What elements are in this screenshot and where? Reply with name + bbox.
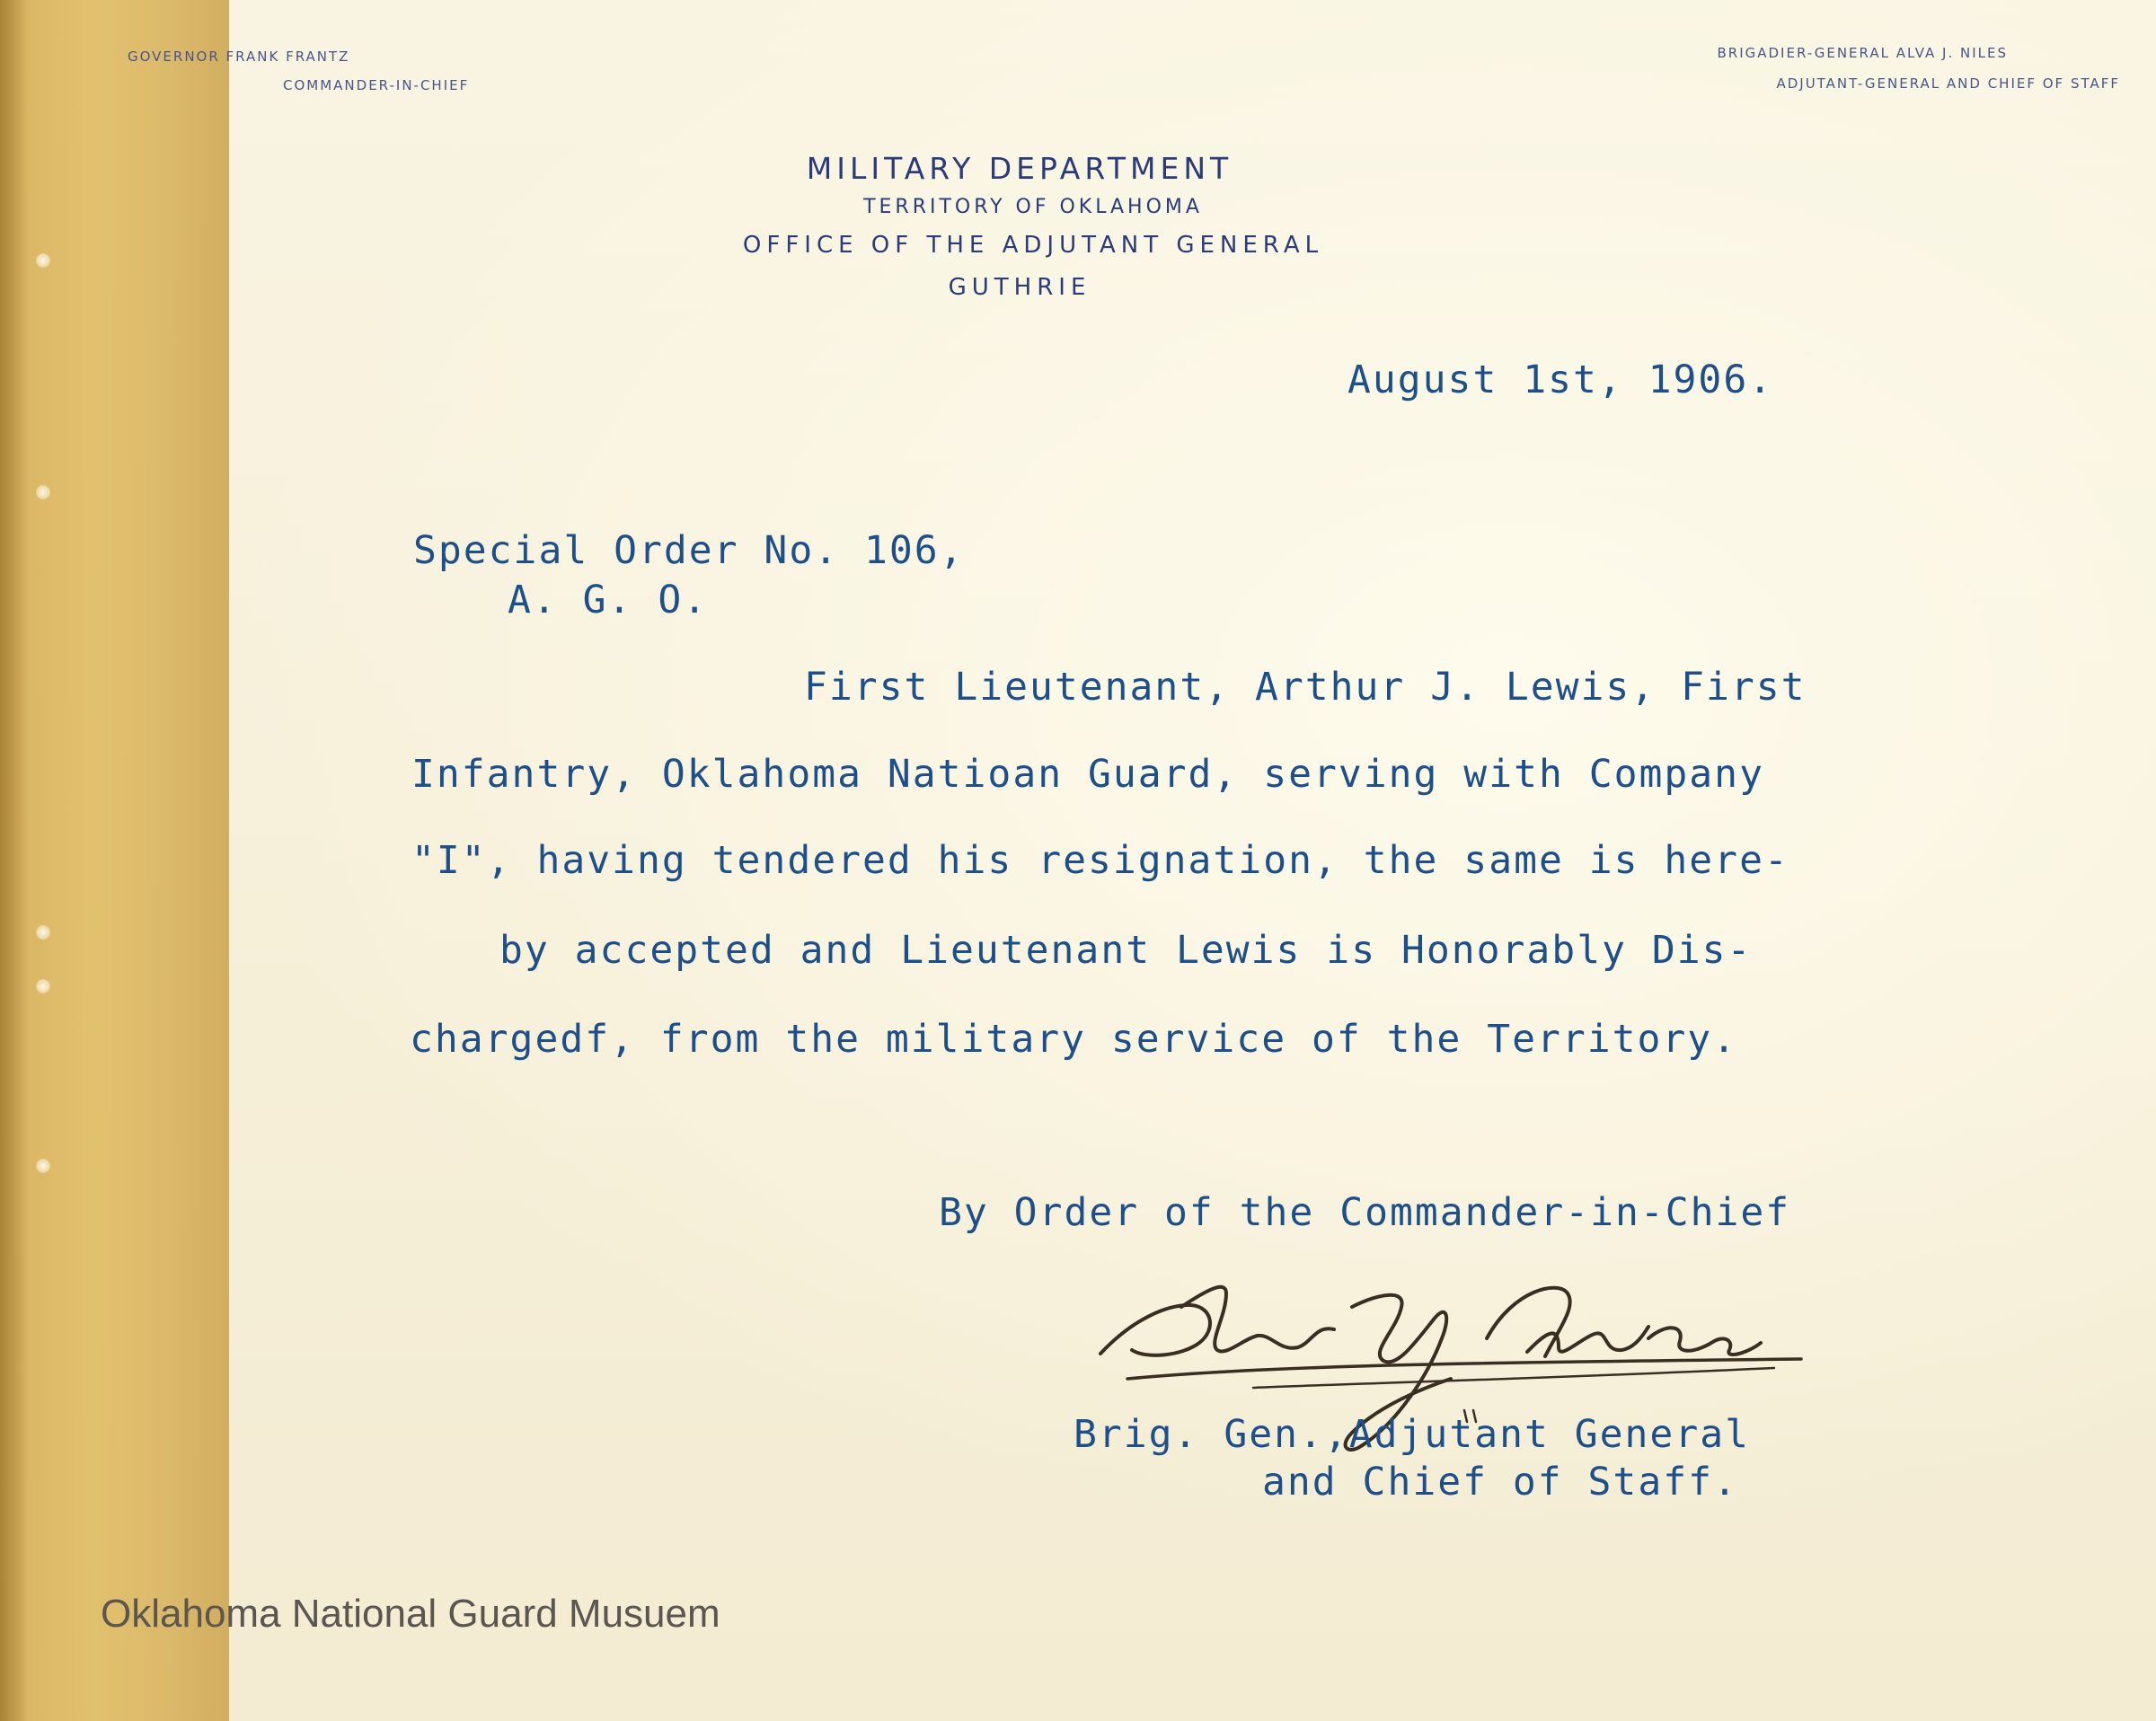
letter-date: August 1st, 1906. <box>1348 357 1774 402</box>
signature-title-line2: and Chief of Staff. <box>1262 1460 1738 1505</box>
binding-hole <box>36 485 50 499</box>
letterhead-brigadier: BRIGADIER-GENERAL ALVA J. NILES <box>1717 45 2008 61</box>
letterhead-city: GUTHRIE <box>948 274 1091 301</box>
body-line: Infantry, Oklahoma Natioan Guard, serving with Company <box>411 752 1764 797</box>
letterhead-governor: GOVERNOR FRANK FRANTZ <box>128 49 350 65</box>
museum-watermark: Oklahoma National Guard Musuem <box>101 1592 720 1636</box>
letterhead-department: MILITARY DEPARTMENT <box>806 151 1233 186</box>
body-line: First Lieutenant, Arthur J. Lewis, First <box>804 665 1807 710</box>
letterhead-territory: TERRITORY OF OKLAHOMA <box>863 196 1203 218</box>
signature-title-line1: Brig. Gen.,Adjutant General <box>1074 1412 1750 1457</box>
closing-line: By Order of the Commander-in-Chief <box>939 1190 1791 1235</box>
order-number: Special Order No. 106, <box>413 528 965 573</box>
binding-hole <box>36 979 50 993</box>
body-line: chargedf, from the military service of the Territory. <box>410 1017 1738 1062</box>
letterhead-commander: COMMANDER-IN-CHIEF <box>283 77 470 93</box>
letterhead-adjutant: ADJUTANT-GENERAL AND CHIEF OF STAFF <box>1776 75 2120 92</box>
office-code: A. G. O. <box>508 578 709 622</box>
binding-hole <box>36 925 50 940</box>
body-line: "I", having tendered his resignation, the same is here- <box>411 838 1789 883</box>
letterhead-office: OFFICE OF THE ADJUTANT GENERAL <box>742 232 1324 259</box>
binding-hole <box>36 1159 50 1173</box>
body-line: by accepted and Lieutenant Lewis is Honorably Dis- <box>499 928 1753 973</box>
